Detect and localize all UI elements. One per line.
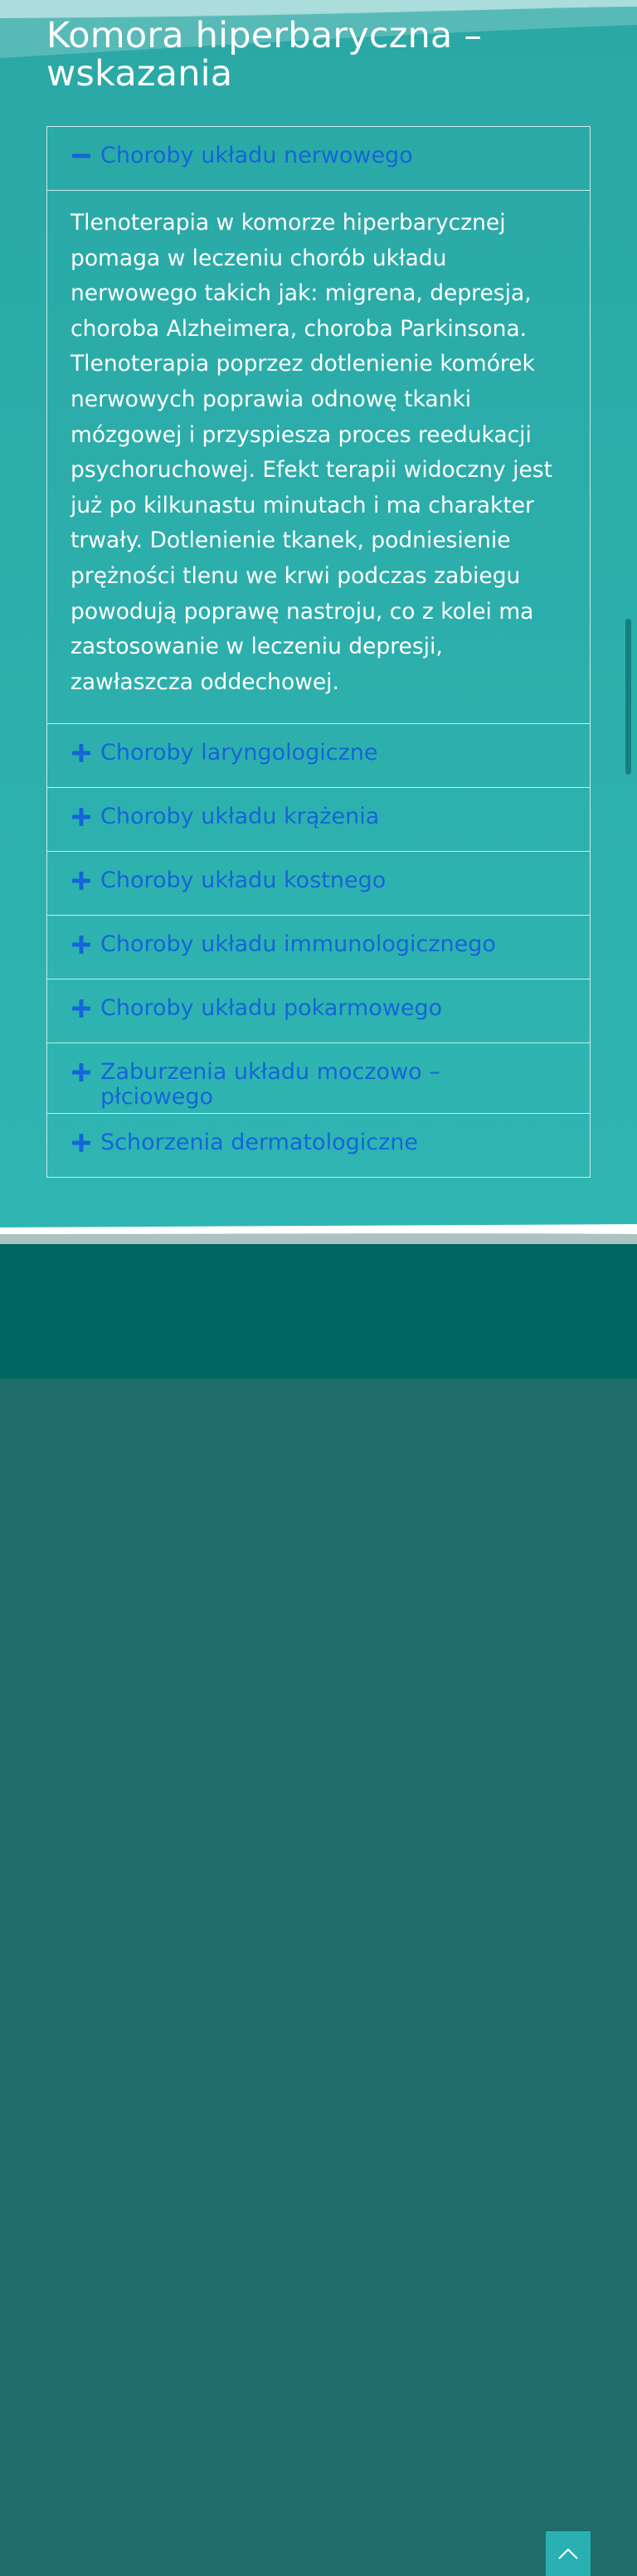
accordion-label: Choroby układu immunologicznego	[100, 931, 496, 958]
accordion-item-dermatology	[47, 1114, 590, 1177]
scrollbar-thumb[interactable]	[625, 619, 631, 775]
accordion-label: Choroby układu kostnego	[100, 868, 387, 894]
accordion-label: Choroby układu pokarmowego	[100, 995, 443, 1022]
accordion-label: Choroby układu nerwowego	[100, 143, 413, 168]
plus-icon	[71, 932, 92, 957]
plus-icon	[71, 1060, 92, 1085]
accordion-toggle-laryngology[interactable]	[47, 724, 590, 787]
accordion-toggle-skeletal[interactable]	[47, 852, 590, 915]
main-section	[0, 0, 637, 1236]
accordion-content: Tlenoterapia w komorze hiperbarycznej pomaga w leczeniu chorób układu nerwowego takich jak: migrena, depresja, choroba Alzheimera, choroba Parkinsona. Tlenoterapia poprzez dotlenienie komórek nerwowych poprawia odnowę tkanki mózgowej i przyspiesza proces reedukacji psychoruchowej. Efekt terapii widoczny jest już po kilkunastu minutach i ma charakter trwały. Dotlenienie tkanek, podniesienie prężności tlenu we krwi podczas zabiegu powodują poprawę nastroju, co z kolei ma zastosowanie w leczeniu depresji, zawłaszcza oddechowej.	[47, 190, 590, 723]
accordion-toggle-immune[interactable]	[47, 916, 590, 979]
plus-icon	[71, 996, 92, 1021]
page-title: Komora hiperbaryczna – wskazania	[46, 15, 483, 95]
accordion-item-nervous-system	[47, 127, 590, 724]
scroll-to-top-button[interactable]	[546, 2531, 591, 2576]
plus-icon	[71, 868, 92, 893]
plus-icon	[71, 804, 92, 829]
accordion-label: Zaburzenia układu moczowo – płciowego	[100, 1059, 440, 1111]
accordion-label: Choroby laryngologiczne	[100, 740, 378, 766]
accordion-item-circulatory	[47, 788, 590, 852]
accordion-toggle-digestive[interactable]	[47, 979, 590, 1043]
plus-icon	[71, 1130, 92, 1155]
indications-accordion	[46, 126, 591, 1178]
accordion-item-urogenital	[47, 1043, 590, 1114]
accordion-toggle-nervous-system[interactable]	[47, 127, 590, 190]
plus-icon	[71, 741, 92, 766]
accordion-item-immune	[47, 916, 590, 979]
accordion-item-digestive	[47, 979, 590, 1043]
accordion-item-skeletal	[47, 852, 590, 916]
accordion-toggle-dermatology[interactable]	[47, 1114, 590, 1177]
minus-icon	[71, 143, 92, 168]
chevron-up-icon	[557, 2547, 579, 2560]
accordion-toggle-urogenital[interactable]	[47, 1043, 590, 1113]
accordion-label: Schorzenia dermatologiczne	[100, 1130, 418, 1156]
accordion-item-laryngology	[47, 724, 590, 788]
accordion-toggle-circulatory[interactable]	[47, 788, 590, 851]
accordion-label: Choroby układu krążenia	[100, 804, 380, 830]
footer	[0, 1244, 637, 1378]
